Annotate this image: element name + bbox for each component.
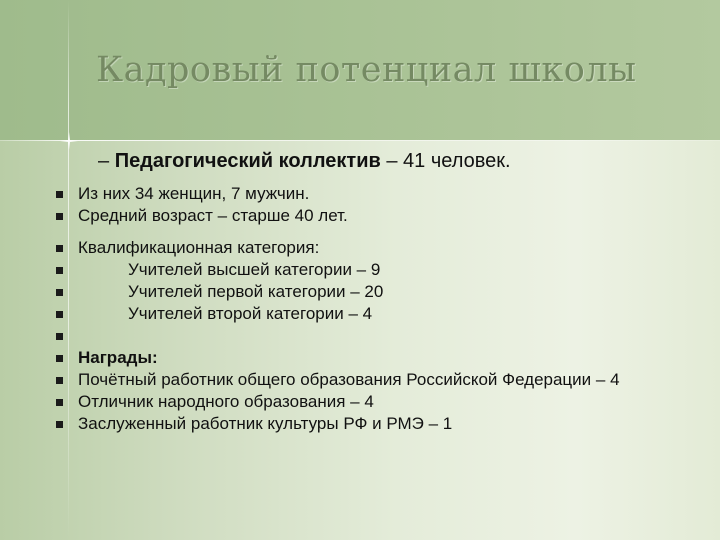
list-item-text: Учителей высшей категории – 9 bbox=[128, 260, 381, 279]
list-item-text: Учителей первой категории – 20 bbox=[128, 282, 384, 301]
list-item bbox=[56, 347, 696, 369]
subtitle-rest: – 41 человек. bbox=[380, 150, 511, 172]
subtitle-bold: Педагогический коллектив bbox=[114, 150, 381, 172]
square-bullet-icon bbox=[56, 399, 63, 406]
list-item bbox=[56, 303, 696, 325]
bullet-list bbox=[56, 183, 696, 435]
square-bullet-icon bbox=[56, 377, 63, 384]
list-item bbox=[56, 183, 696, 205]
subtitle bbox=[98, 150, 511, 173]
list-item-text: Награды: bbox=[78, 348, 158, 367]
square-bullet-icon bbox=[56, 289, 63, 296]
list-item-text: Средний возраст – старше 40 лет. bbox=[78, 206, 348, 225]
list-item bbox=[56, 325, 696, 347]
list-item-text: Учителей второй категории – 4 bbox=[128, 304, 373, 323]
square-bullet-icon bbox=[56, 267, 63, 274]
list-item-text: Из них 34 женщин, 7 мужчин. bbox=[78, 184, 310, 203]
square-bullet-icon bbox=[56, 311, 63, 318]
slide-title: Кадровый потенциал школы bbox=[96, 50, 637, 90]
list-item bbox=[56, 281, 696, 303]
square-bullet-icon bbox=[56, 333, 63, 340]
square-bullet-icon bbox=[56, 213, 63, 220]
list-item bbox=[56, 259, 696, 281]
list-item bbox=[56, 369, 696, 391]
list-item bbox=[56, 205, 696, 227]
square-bullet-icon bbox=[56, 355, 63, 362]
sparkle-icon bbox=[60, 132, 78, 150]
square-bullet-icon bbox=[56, 191, 63, 198]
list-item bbox=[56, 413, 696, 435]
list-item-text: Почётный работник общего образования Российской Федерации – 4 bbox=[78, 370, 620, 389]
subtitle-dash: – bbox=[98, 150, 115, 172]
list-item-text: Заслуженный работник культуры РФ и РМЭ – 1 bbox=[78, 414, 453, 433]
decorative-horizontal-line bbox=[0, 140, 720, 141]
list-item-text: Отличник народного образования – 4 bbox=[78, 392, 374, 411]
square-bullet-icon bbox=[56, 245, 63, 252]
list-item-text: Квалификационная категория: bbox=[78, 238, 320, 257]
list-item bbox=[56, 237, 696, 259]
square-bullet-icon bbox=[56, 421, 63, 428]
list-item bbox=[56, 391, 696, 413]
